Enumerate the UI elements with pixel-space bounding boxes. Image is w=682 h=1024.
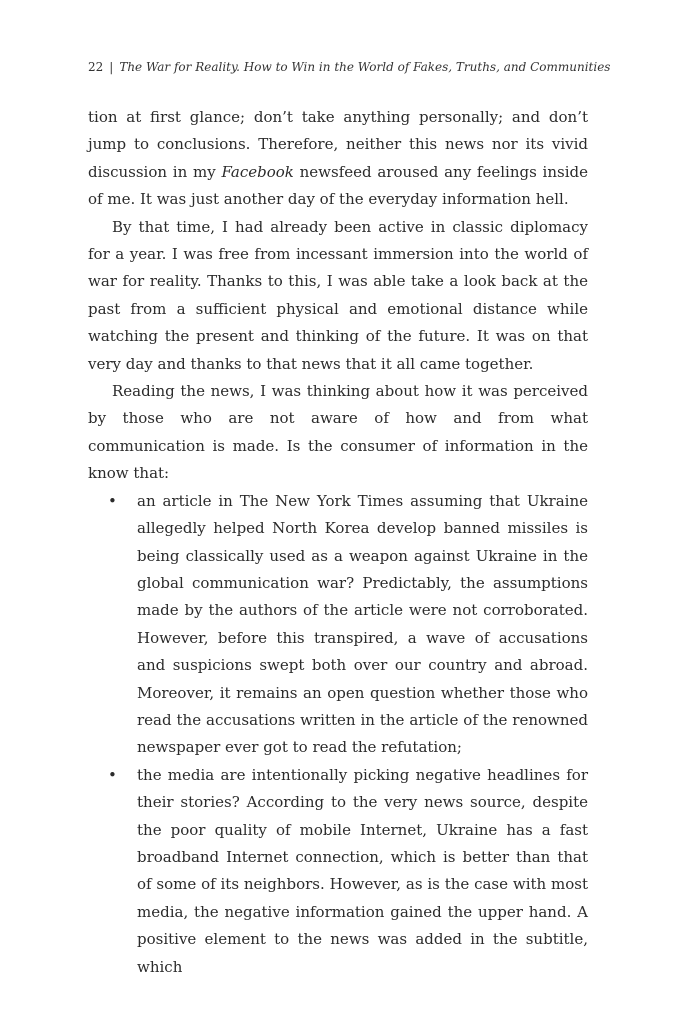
list-item — [88, 762, 588, 981]
bullet-list — [88, 488, 588, 981]
bullet-marker: • — [108, 765, 117, 784]
bullet-marker: • — [108, 491, 117, 510]
page-number: 22 — [88, 60, 104, 74]
page-body-text — [88, 104, 588, 981]
bullet-text: the media are intentionally picking negative headlines for their stories? According to the very news source, despite the poor quality of mobile Internet, Ukraine has a fast broadband Internet connection, which is better than that of some of its neighbors. However, as is the case with most media, the negative information gained the upper hand. A positive element to the news was added in the subtitle, which — [137, 765, 588, 976]
book-title: The War for Reality. How to Win in the World of Fakes, Truths, and Communities — [119, 60, 611, 74]
header-separator: | — [109, 60, 114, 74]
bullet-text: an article in The New York Times assuming that Ukraine allegedly helped North Korea develop banned missiles is being classically used as a weapon against Ukraine in the global communication war? Predictably, the assumptions made by the authors of the article were not corroborated. However, before this transpired, a wave of accusations and suspicions swept both over our country and abroad. Moreover, it remains an open question whether those who read the accusations written in the article of the renowned newspaper ever got to read the refutation; — [137, 491, 588, 757]
list-item — [88, 488, 588, 762]
paragraph-3: Reading the news, I was thinking about how it was perceived by those who are not aware of how and from what communication is made. Is the consumer of information in the know that: — [88, 382, 588, 483]
paragraph-1 — [88, 104, 588, 214]
facebook-italic: Facebook — [221, 162, 294, 181]
running-header — [88, 60, 611, 74]
paragraph-2: By that time, I had already been active in classic diplomacy for a year. I was free from incessant immersion into the world of war for reality. Thanks to this, I was able take a look back at the past from a sufficient physical and emotional distance while watching the present and thinking of the future. It was on that very day and thanks to that news that it all came together. — [88, 217, 588, 373]
paragraph-1-text-b: newsfeed aroused any feelings inside of me. It was just another day of the everyday information hell. — [88, 162, 588, 209]
paragraph-1-text-a: tion at first glance; don’t take anything personally; and don’t jump to conclusions. Therefore, neither this news nor its vivid discussion in my — [88, 108, 588, 181]
